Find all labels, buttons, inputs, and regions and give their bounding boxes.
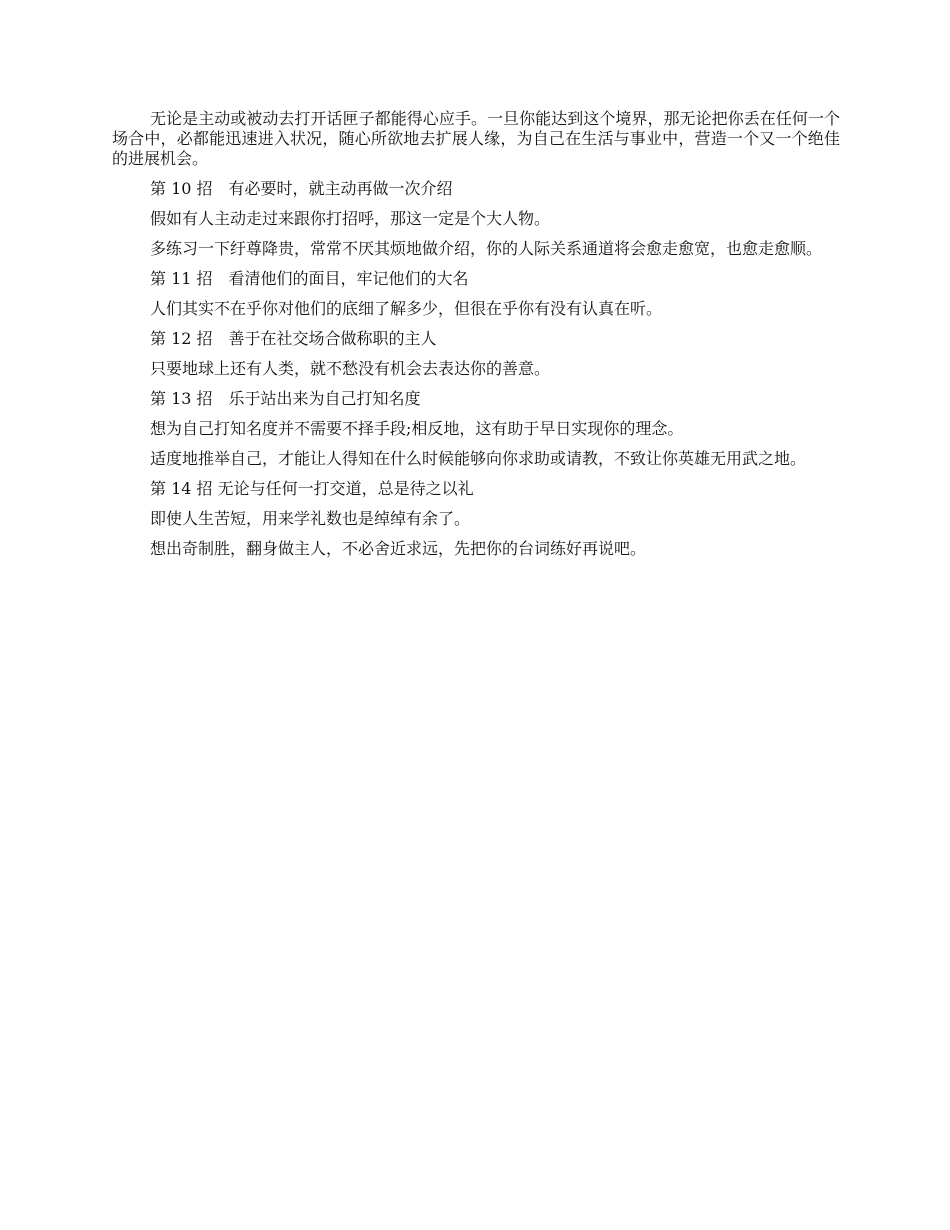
- paragraph-introduce-often: 多练习一下纡尊降贵，常常不厌其烦地做介绍，你的人际关系通道将会愈走愈宽，也愈走愈顺。: [150, 239, 823, 258]
- paragraph-listen: 人们其实不在乎你对他们的底细了解多少，但很在乎你有没有认真在听。: [150, 299, 663, 318]
- document-page: [112, 109, 840, 569]
- paragraph-practice-lines: 想出奇制胜，翻身做主人，不必舍近求远，先把你的台词练好再说吧。: [150, 539, 647, 558]
- paragraph-visibility: 想为自己打知名度并不需要不择手段;相反地，这有助于早日实现你的理念。: [150, 419, 684, 438]
- heading-tip-14: 第 14 招 无论与任何一打交道，总是待之以礼: [150, 479, 474, 498]
- heading-tip-10: 第 10 招 有必要时，就主动再做一次介绍: [150, 179, 453, 198]
- heading-tip-12: 第 12 招 善于在社交场合做称职的主人: [150, 329, 437, 348]
- heading-tip-13: 第 13 招 乐于站出来为自己打知名度: [150, 389, 421, 408]
- paragraph-promote-self: 适度地推举自己，才能让人得知在什么时候能够向你求助或请教，不致让你英雄无用武之地。: [150, 449, 807, 468]
- heading-tip-11: 第 11 招 看清他们的面目，牢记他们的大名: [150, 269, 469, 288]
- paragraph-kindness: 只要地球上还有人类，就不愁没有机会去表达你的善意。: [150, 359, 551, 378]
- paragraph-big-shot: 假如有人主动走过来跟你打招呼，那这一定是个大人物。: [150, 209, 551, 228]
- paragraph-open-conversation: 无论是主动或被动去打开话匣子都能得心应手。一旦你能达到这个境界，那无论把你丢在任何一个场合中，必都能迅速进入状况，随心所欲地去扩展人缘，为自己在生活与事业中，营造一个又一个绝佳的进展机会。: [112, 109, 840, 168]
- paragraph-manners: 即使人生苦短，用来学礼数也是绰绰有余了。: [150, 509, 471, 528]
